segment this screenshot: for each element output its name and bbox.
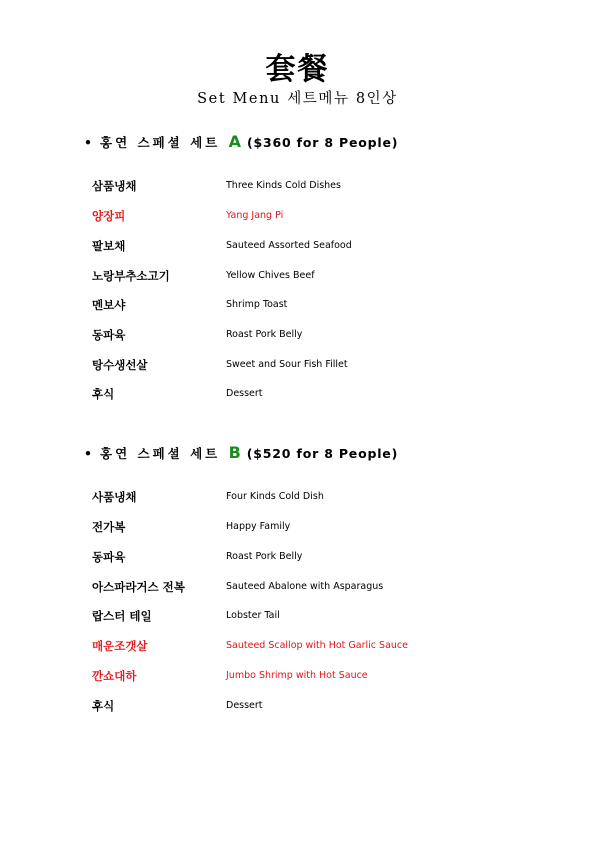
item-english: Happy Family	[226, 521, 291, 532]
menu-item	[0, 266, 595, 286]
item-korean: 탕수생선살	[92, 358, 148, 372]
menu-subtitle: Set Menu 세트메뉴 8인상	[197, 91, 398, 107]
set-a-letter: A	[228, 132, 241, 151]
set-a-heading	[84, 131, 398, 153]
menu-item	[0, 636, 595, 656]
item-english: Jumbo Shrimp with Hot Sauce	[226, 670, 368, 681]
item-korean: 양장피	[92, 209, 126, 223]
set-b-name: 홍연 스페셜 세트	[100, 446, 221, 461]
item-english: Yellow Chives Beef	[226, 270, 315, 281]
item-korean: 삼품냉채	[92, 179, 137, 193]
menu-item	[0, 176, 595, 196]
bullet-icon: •	[84, 446, 92, 461]
item-english: Dessert	[226, 700, 263, 711]
item-english: Three Kinds Cold Dishes	[226, 180, 341, 191]
item-english: Dessert	[226, 388, 263, 399]
item-english: Sauteed Assorted Seafood	[226, 240, 352, 251]
set-b-heading	[84, 442, 398, 464]
set-a-price: ($360 for 8 People)	[246, 135, 399, 150]
item-korean: 동파육	[92, 550, 126, 564]
item-english: Sweet and Sour Fish Fillet	[226, 359, 348, 370]
menu-item	[0, 325, 595, 345]
item-korean: 후식	[92, 387, 115, 401]
menu-item	[0, 384, 595, 404]
menu-item	[0, 577, 595, 597]
item-korean: 동파육	[92, 328, 126, 342]
item-english: Four Kinds Cold Dish	[226, 491, 324, 502]
menu-item	[0, 696, 595, 716]
set-b-letter: B	[228, 443, 241, 462]
item-korean: 매운조갯살	[92, 639, 148, 653]
menu-item	[0, 517, 595, 537]
item-korean: 멘보샤	[92, 298, 126, 312]
item-korean: 후식	[92, 699, 115, 713]
menu-item	[0, 355, 595, 375]
item-korean: 랍스터 테일	[92, 609, 152, 623]
menu-item	[0, 547, 595, 567]
menu-item	[0, 487, 595, 507]
item-korean: 아스파라거스 전복	[92, 580, 185, 594]
item-english: Yang Jang Pi	[226, 210, 284, 221]
item-english: Shrimp Toast	[226, 299, 288, 310]
menu-item	[0, 666, 595, 686]
bullet-icon: •	[84, 135, 92, 150]
item-korean: 전가복	[92, 520, 126, 534]
item-korean: 노랑부추소고기	[92, 269, 170, 283]
menu-item	[0, 236, 595, 256]
item-korean: 깐쇼대하	[92, 669, 137, 683]
item-korean: 팔보채	[92, 239, 126, 253]
set-a-name: 홍연 스페셜 세트	[100, 135, 221, 150]
item-english: Sauteed Scallop with Hot Garlic Sauce	[226, 640, 408, 651]
menu-title: 套餐	[265, 52, 330, 87]
menu-item	[0, 206, 595, 226]
set-b-price: ($520 for 8 People)	[246, 446, 399, 461]
menu-item	[0, 606, 595, 626]
item-english: Roast Pork Belly	[226, 551, 303, 562]
menu-item	[0, 295, 595, 315]
item-korean: 사품냉채	[92, 490, 137, 504]
item-english: Roast Pork Belly	[226, 329, 303, 340]
item-english: Lobster Tail	[226, 610, 280, 621]
item-english: Sauteed Abalone with Asparagus	[226, 581, 384, 592]
